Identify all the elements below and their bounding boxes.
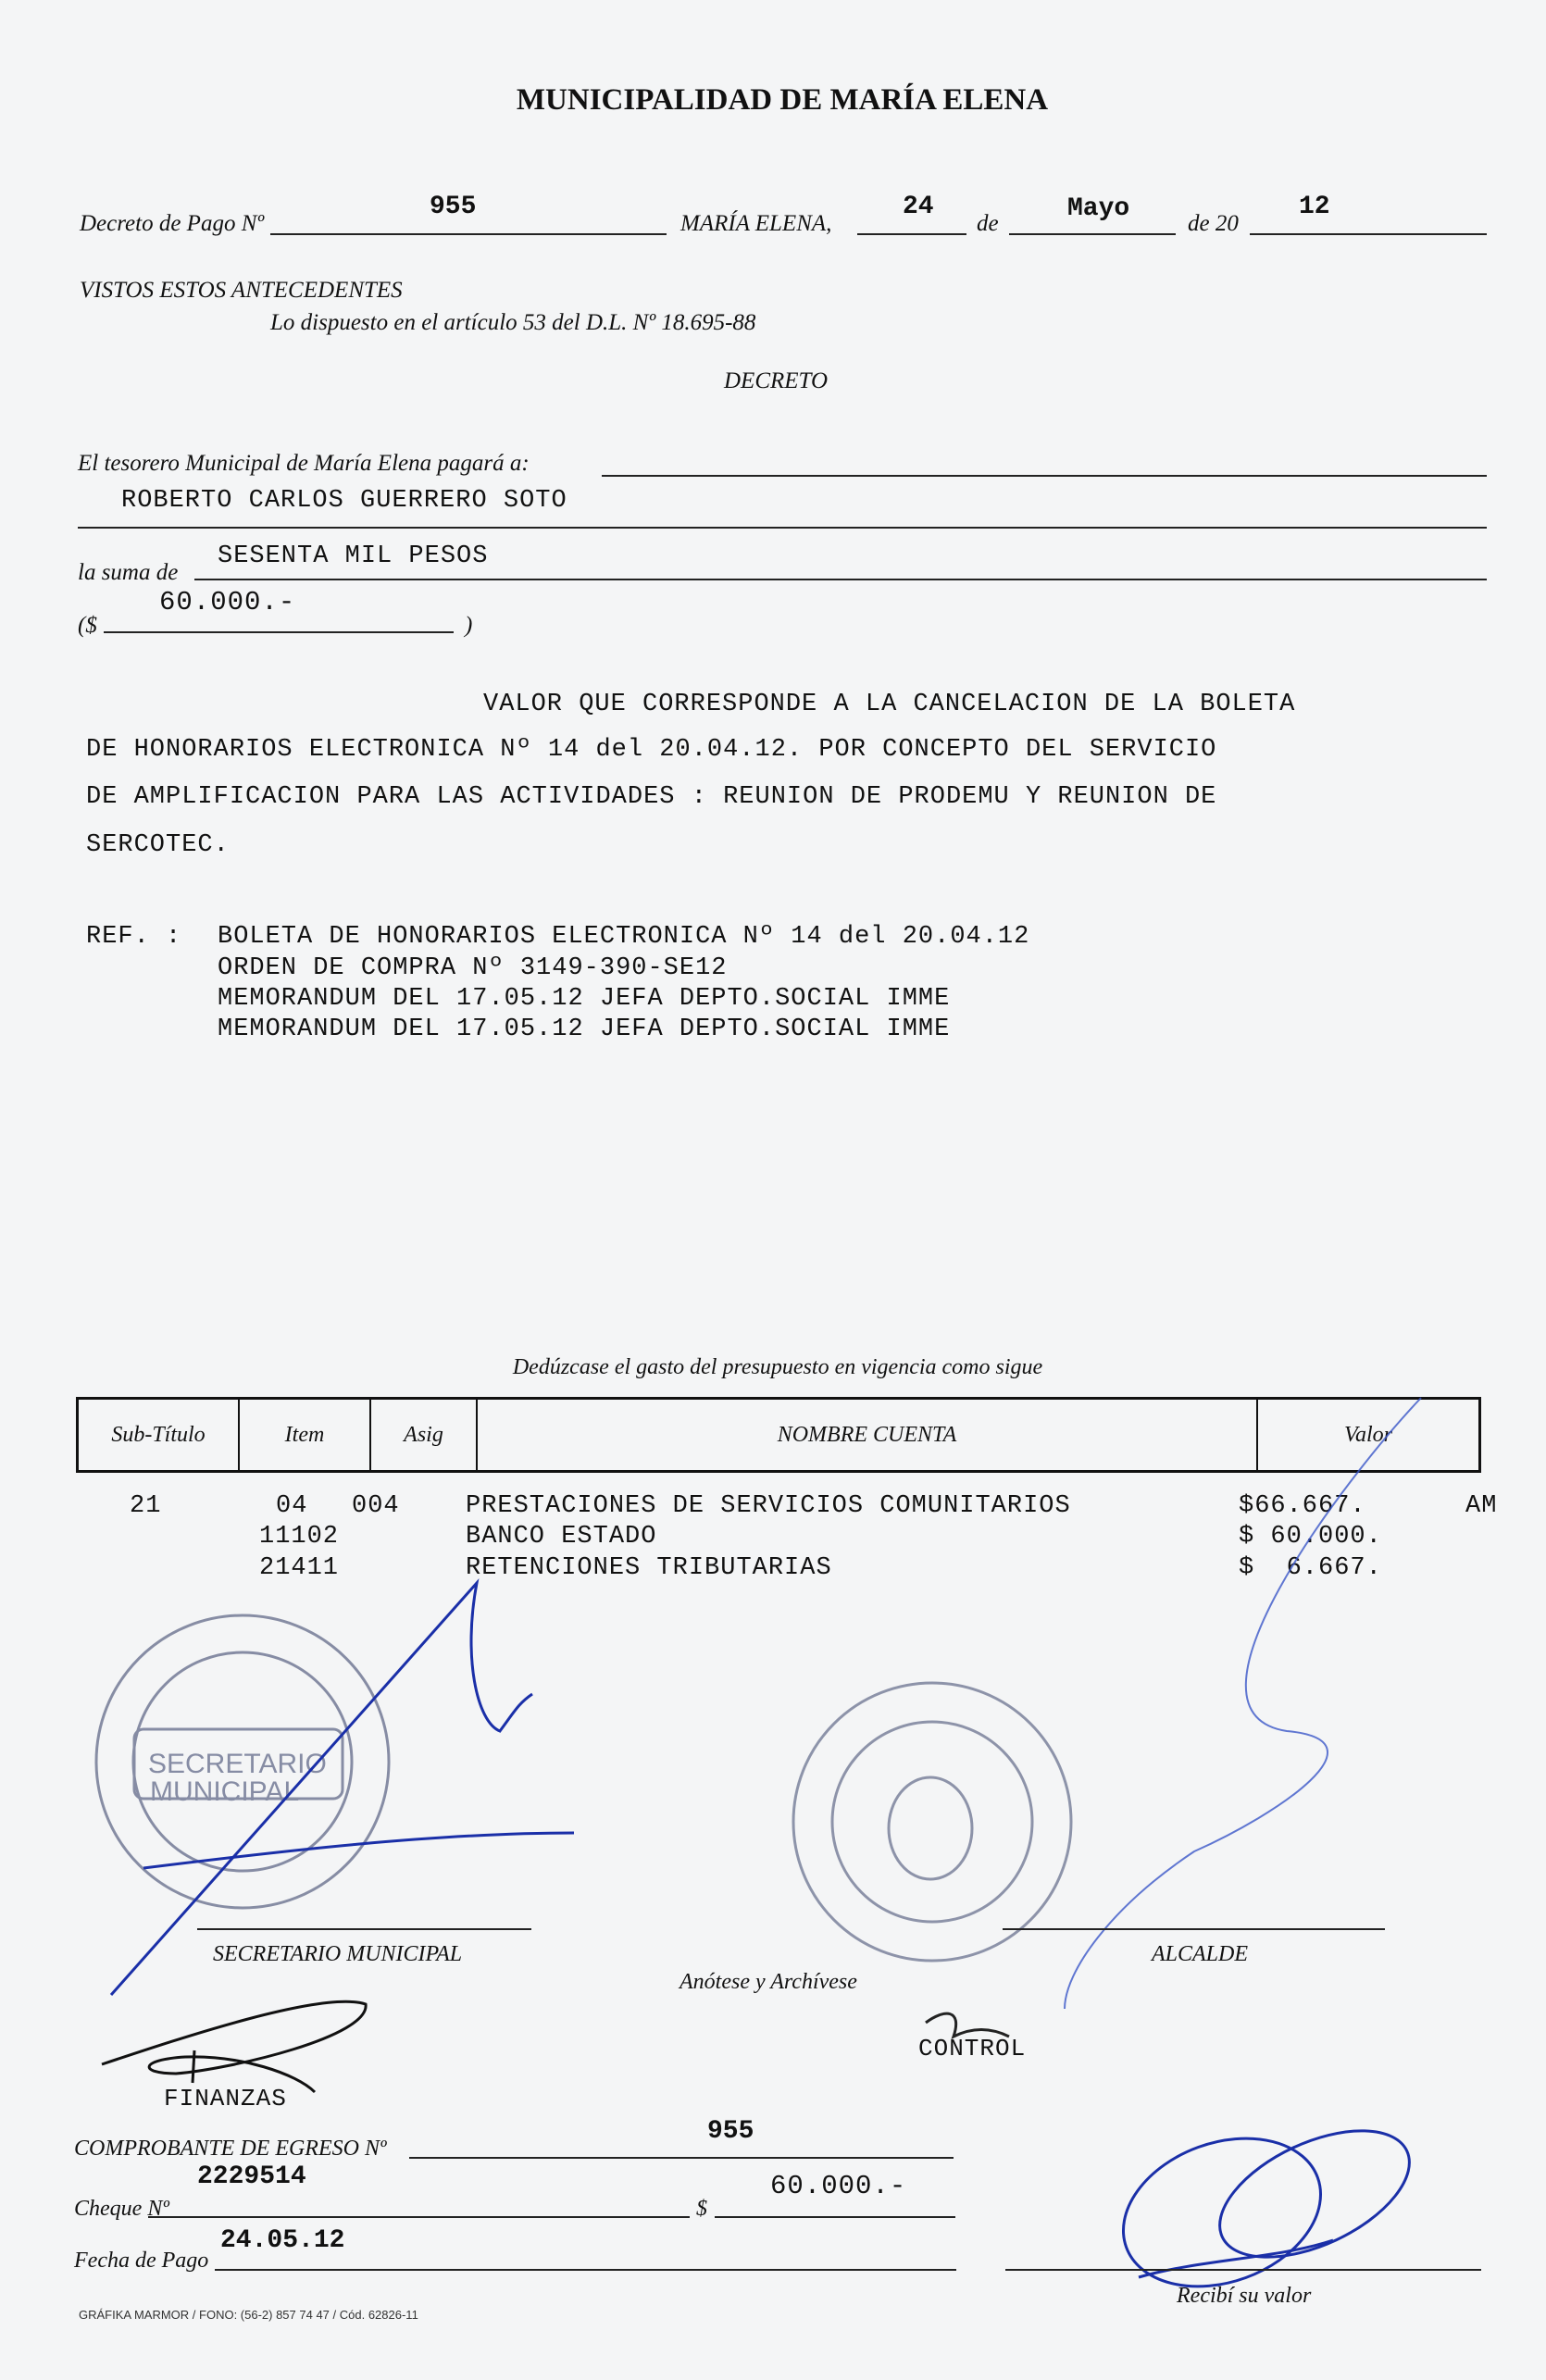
row-valor: $66.667. xyxy=(1239,1492,1366,1520)
amount-value: 60.000.- xyxy=(159,587,296,617)
ref-line: ORDEN DE COMPRA Nº 3149-390-SE12 xyxy=(218,954,728,982)
row-asig: 004 xyxy=(352,1492,400,1520)
col-subtitulo: Sub-Título xyxy=(78,1399,240,1472)
row-cuenta: PRESTACIONES DE SERVICIOS COMUNITARIOS xyxy=(466,1492,1071,1520)
year-label: de 20 xyxy=(1188,211,1239,236)
ref-line: MEMORANDUM DEL 17.05.12 JEFA DEPTO.SOCIAL IMME xyxy=(218,985,951,1013)
cheque-dollar: $ xyxy=(696,2197,707,2221)
decree-number-label: Decreto de Pago Nº xyxy=(80,211,265,236)
row-item: 11102 xyxy=(259,1523,340,1551)
antecedentes-text: Lo dispuesto en el artículo 53 del D.L. Nº 18.695-88 xyxy=(270,310,756,335)
signature-alcalde xyxy=(1065,1398,1421,2009)
budget-caption: Dedúzcase el gasto del presupuesto en vigencia como sigue xyxy=(512,1355,1043,1379)
ref-line: MEMORANDUM DEL 17.05.12 JEFA DEPTO.SOCIAL IMME xyxy=(218,1016,951,1043)
city-label: MARÍA ELENA, xyxy=(680,211,832,236)
alcalde-label: ALCALDE xyxy=(1152,1942,1249,1966)
col-cuenta: NOMBRE CUENTA xyxy=(477,1399,1257,1472)
svg-text:MUNICIPAL: MUNICIPAL xyxy=(150,1776,300,1807)
comprobante-label: COMPROBANTE DE EGRESO Nº xyxy=(74,2137,387,2161)
row-valor: $ 60.000. xyxy=(1239,1523,1382,1551)
page-title: MUNICIPALIDAD DE MARÍA ELENA xyxy=(516,83,1049,117)
payee-label: El tesorero Municipal de María Elena pagará a: xyxy=(78,451,530,476)
row-item: 04 xyxy=(276,1492,308,1520)
payee-name: ROBERTO CARLOS GUERRERO SOTO xyxy=(121,487,567,515)
signature-finanzas xyxy=(102,2001,366,2092)
antecedentes-title: VISTOS ESTOS ANTECEDENTES xyxy=(80,278,403,303)
ref-line: BOLETA DE HONORARIOS ELECTRONICA Nº 14 del 20.04.12 xyxy=(218,923,1030,951)
secretario-stamp xyxy=(96,1615,389,1908)
decree-month: Mayo xyxy=(1067,194,1130,223)
ref-label: REF. : xyxy=(86,923,182,951)
cheque-amount: 60.000.- xyxy=(770,2171,907,2201)
cheque-label: Cheque Nº xyxy=(74,2197,169,2221)
col-valor: Valor xyxy=(1257,1399,1480,1472)
amount-close: ) xyxy=(465,613,473,638)
secretario-label: SECRETARIO MUNICIPAL xyxy=(213,1942,463,1966)
body-line: DE HONORARIOS ELECTRONICA Nº 14 del 20.04.12. POR CONCEPTO DEL SERVICIO xyxy=(86,736,1217,764)
recibi-label: Recibí su valor xyxy=(1177,2284,1312,2308)
row-cuenta: RETENCIONES TRIBUTARIAS xyxy=(466,1554,832,1582)
printer-footer: GRÁFIKA MARMOR / FONO: (56-2) 857 74 47 / Cód. 62826-11 xyxy=(79,2308,418,2322)
control-label: CONTROL xyxy=(918,2035,1027,2062)
sum-label: la suma de xyxy=(78,560,179,585)
alcaldia-stamp xyxy=(793,1683,1071,1961)
row-item: 21411 xyxy=(259,1554,340,1582)
body-line: DE AMPLIFICACION PARA LAS ACTIVIDADES : REUNION DE PRODEMU Y REUNION DE xyxy=(86,783,1217,811)
anotese-label: Anótese y Archívese xyxy=(679,1970,857,1994)
body-line: VALOR QUE CORRESPONDE A LA CANCELACION DE LA BOLETA xyxy=(483,691,1296,718)
de-label: de xyxy=(977,211,999,236)
cheque-number: 2229514 xyxy=(197,2162,306,2191)
finanzas-label: FINANZAS xyxy=(164,2085,287,2112)
signature-control xyxy=(926,2013,1009,2037)
row-valor: $ 6.667. xyxy=(1239,1554,1382,1582)
decree-year: 12 xyxy=(1299,193,1330,221)
decree-number: 955 xyxy=(430,193,477,221)
fecha-pago: 24.05.12 xyxy=(220,2226,345,2255)
row-cuenta: BANCO ESTADO xyxy=(466,1523,657,1551)
fecha-label: Fecha de Pago xyxy=(74,2249,209,2273)
comprobante-number: 955 xyxy=(707,2117,754,2146)
svg-text:SECRETARIO: SECRETARIO xyxy=(148,1749,327,1779)
col-asig: Asig xyxy=(370,1399,477,1472)
sum-words: SESENTA MIL PESOS xyxy=(218,542,489,570)
decreto-heading: DECRETO xyxy=(724,368,829,393)
row-subtitulo: 21 xyxy=(130,1492,162,1520)
amount-open: ($ xyxy=(78,613,97,638)
col-item: Item xyxy=(239,1399,370,1472)
row-note: AM xyxy=(1465,1492,1498,1520)
signature-recibi xyxy=(1103,2105,1428,2312)
body-line: SERCOTEC. xyxy=(86,831,230,859)
decree-day: 24 xyxy=(903,193,934,221)
